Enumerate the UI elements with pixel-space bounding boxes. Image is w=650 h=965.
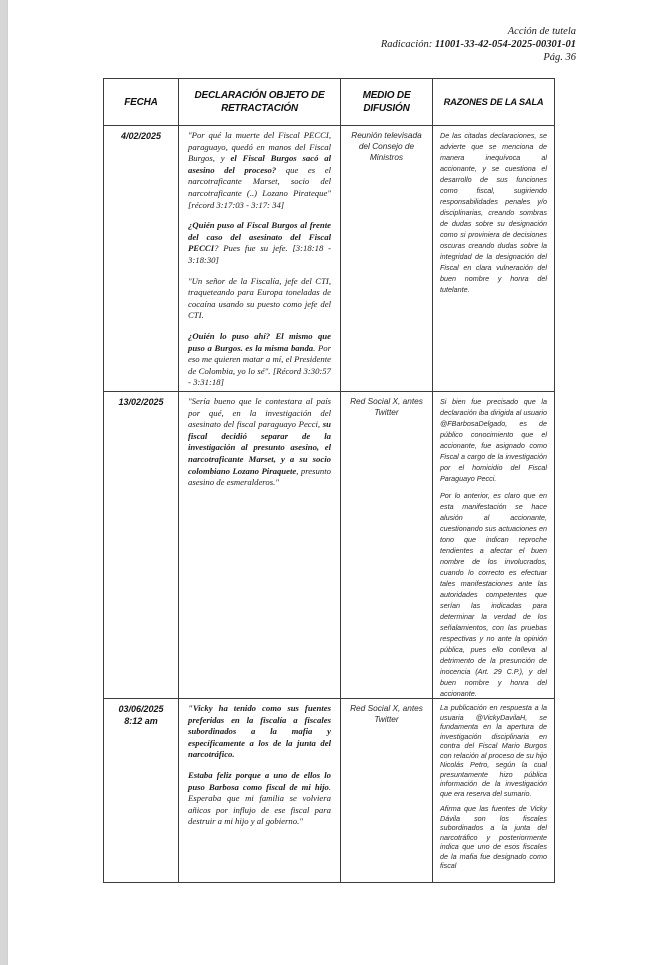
retractation-table (103, 78, 555, 883)
text-segment: . Esperaba que mi familia se volviera añicos por influjo de ese fiscal para destruir a mi hijo y al gobierno." (188, 781, 331, 827)
declaracion-paragraph (188, 703, 331, 761)
column-header-declaracion: DECLARACIÓN OBJETO DE RETRACTACIÓN (179, 79, 341, 126)
razones-cell (433, 392, 555, 699)
radicacion-label: Radicación: (380, 39, 433, 50)
razones-cell (433, 699, 555, 883)
text-segment: , presunto asesino de esmeralderos." (188, 465, 331, 488)
header-radicacion (381, 38, 576, 51)
declaracion-paragraph (188, 396, 331, 489)
razones-text (433, 392, 554, 698)
declaracion-paragraph (188, 130, 331, 211)
header-page-number: Pág. 36 (543, 52, 576, 63)
fecha-text (104, 699, 178, 882)
declaracion-text (179, 392, 340, 698)
document-header (381, 25, 576, 64)
fecha-line: 8:12 am (124, 716, 158, 726)
column-header-medio: MEDIO DE DIFUSIÓN (341, 79, 433, 126)
medio-cell (341, 126, 433, 392)
text-segment: "Un señor de la Fiscalía, jefe del CTI, traqueteando para Europa toneladas de cocaína usando su puesto como jefe del CTI. (188, 275, 331, 321)
column-header-razones: RAZONES DE LA SALA (433, 79, 555, 126)
column-header-fecha: FECHA (104, 79, 179, 126)
declaracion-cell (179, 126, 341, 392)
medio-text: Reunión televisada del Consejo de Ministros (351, 130, 422, 162)
razones-paragraph: Por lo anterior, es claro que en esta manifestación se hace alusión al accionante, cuestionando sus actuaciones en tono que indican reproche tendientes a afectar el buen nombre de los involucrados, cuando lo correcto es efectuar tales manifestaciones ante las autoridades competentes que serían las indicadas para determinar la verdad de los señalamientos, con las pruebas respectivas y no ante la opinión pública, pues ello conlleva al detrimento de la presunción de inocencia (Art. 29 C.P.), y del buen nombre y honra del accionante. (440, 491, 547, 698)
medio-cell (341, 699, 433, 883)
text-segment: que es el narcotraficante Marset, socio del narcotraficante (..) Lozano Pirateque" [récord 3:17:03 - 3:17: 34] (188, 164, 331, 210)
table-row (104, 699, 555, 883)
bold-segment: su fiscal decidió separar de la investigación al presunto asesino, el narcotraficante Marset, y a su socio colombiano Lozano Piraquete (188, 419, 331, 476)
fecha-text (104, 392, 178, 698)
fecha-cell (104, 699, 179, 883)
razones-text (433, 699, 554, 882)
bold-segment: ¿Ouién lo puso ahí? El mismo que puso a Burgos. es la misma banda (188, 330, 331, 353)
razones-paragraph: La publicación en respuesta a la usuaria @VickyDavilaH, se fundamenta en la apertura de investigación disciplinaria en contra del Fiscal Mario Burgos con relación al proceso de su hijo Nicolás Petro, según la cual presuntamente hizo pública información de la investigación que era reserva del sumario. (440, 703, 547, 798)
declaracion-cell (179, 392, 341, 699)
declaracion-paragraph (188, 276, 331, 322)
razones-text (433, 126, 554, 391)
bold-segment: ¿Quién puso al Fiscal Burgos al frente del caso del asesinato del Fiscal PECCI (188, 220, 331, 254)
razones-paragraph: De las citadas declaraciones, se advierte que se menciona de manera inequívoca al accionante, y se cuestiona el desarrollo de sus funciones como fiscal, sugiriendo responsabilidades penales y/o disciplinarias, creando sombras de dudas sobre su designación como si proviniera de decisiones oscuras creando dudas sobre la integridad de la designación del Fiscal en clara vulneración del buen nombre y honra del tutelante. (440, 131, 547, 294)
bold-segment: Estaba feliz porque a uno de ellos lo puso Barbosa como fiscal de mi hijo (188, 769, 331, 792)
fecha-text (104, 126, 178, 391)
table-body (104, 126, 555, 883)
radicacion-value: 11001-33-42-054-2025-00301-01 (434, 39, 576, 50)
fecha-line: 4/02/2025 (120, 131, 162, 141)
medio-text: Red Social X, antes Twitter (350, 396, 423, 417)
fecha-line: 13/02/2025 (118, 397, 164, 407)
fecha-cell (104, 392, 179, 699)
declaracion-text (179, 699, 340, 882)
razones-paragraph: Si bien fue precisado que la declaración iba dirigida al usuario @FBarbosaDelgado, es de público conocimiento que el accionante, fue asignado como Fiscal a cargo de la investigación por el homicidio del Fiscal Paraguayo Pecci. (440, 397, 547, 483)
razones-paragraph: Afirma que las fuentes de Vicky Dávila son los fiscales subordinados a la junta del narcotráfico y posteriormente indica que uno de esos fiscales de la mafia fue designado como fiscal (440, 804, 547, 870)
medio-text: Red Social X, antes Twitter (350, 703, 423, 724)
text-segment: ? Pues fue su jefe. [3:18:18 - 3:18:30] (188, 243, 331, 265)
text-segment: "Sería bueno que le contestara al país por qué, en la investigación del asesinato del fiscal paraguayo Pecci, (188, 396, 331, 430)
table-row (104, 392, 555, 699)
medio-cell (341, 392, 433, 699)
bold-segment: el Fiscal Burgos sacó al asesino del proceso? (188, 153, 331, 175)
declaracion-paragraph (188, 220, 331, 266)
fecha-cell (104, 126, 179, 392)
text-segment: . Por eso me quieren matar a mí, el Presidente de Colombia, yo lo sé". [Récord 3:30:57 - 3:31:18] (188, 342, 331, 388)
table-row (104, 126, 555, 392)
text-segment: "Por qué la muerte del Fiscal PECCI, paraguayo, quedó en manos del Fiscal Burgos, y (188, 130, 331, 164)
declaracion-paragraph (188, 770, 331, 828)
fecha-line: 03/06/2025 (118, 704, 164, 714)
scan-edge-shadow (0, 0, 8, 965)
declaracion-paragraph (188, 331, 331, 389)
razones-cell (433, 126, 555, 392)
declaracion-cell (179, 699, 341, 883)
table-header-row (104, 79, 555, 126)
declaracion-text (179, 126, 340, 391)
bold-segment: "Vicky ha tenido como sus fuentes preferidas en la fiscalía a fiscales subordinados a la mafia y específicamente a los de la junta del narcotráfico. (188, 703, 331, 760)
header-case-type: Acción de tutela (507, 26, 576, 37)
